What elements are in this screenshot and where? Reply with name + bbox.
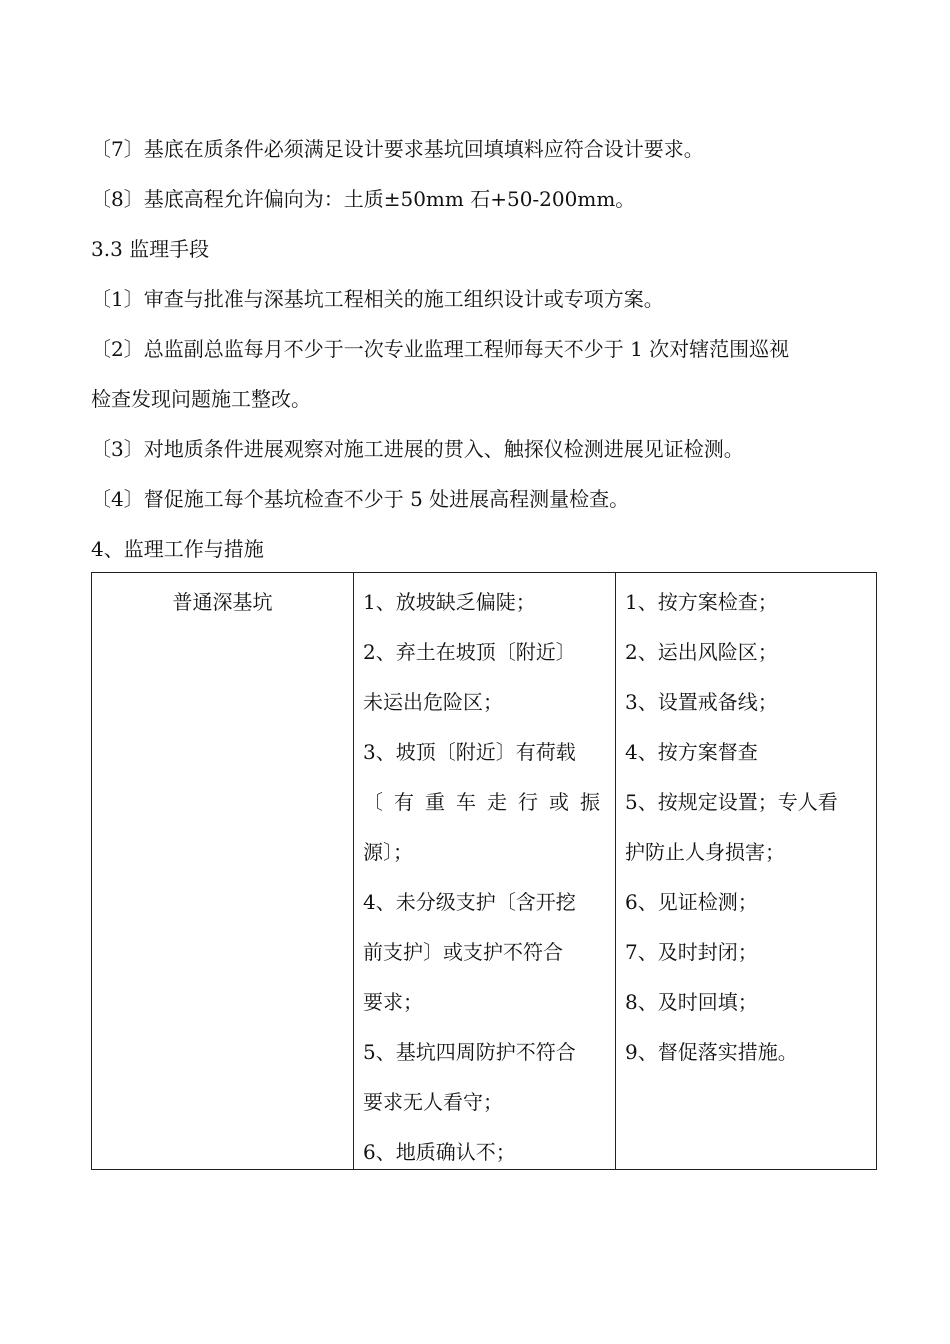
measure-line: 2、运出风险区； xyxy=(625,640,778,664)
hazard-line: 1、放坡缺乏偏陡； xyxy=(363,590,536,614)
hazard-line: 2、弃土在坡顶〔附近〕 xyxy=(363,640,576,664)
measure-line: 护防止人身损害； xyxy=(625,840,785,864)
paragraph-method-2-cont: 检查发现问题施工整改。 xyxy=(91,387,311,411)
hazard-line: 6、地质确认不； xyxy=(363,1140,516,1164)
hazard-line: 〔有重车走行或振 xyxy=(363,790,611,814)
hazard-line: 5、基坑四周防护不符合 xyxy=(363,1040,576,1064)
hazard-line: 要求； xyxy=(363,990,423,1014)
measure-line: 5、按规定设置；专人看 xyxy=(625,790,838,814)
measure-line: 1、按方案检查； xyxy=(625,590,778,614)
measure-line: 4、按方案督查 xyxy=(625,740,758,764)
hazard-line: 未运出危险区； xyxy=(363,690,503,714)
hazard-line: 前支护〕或支护不符合 xyxy=(363,940,563,964)
hazard-line: 源〕； xyxy=(363,840,413,864)
measure-line: 6、见证检测； xyxy=(625,890,758,914)
hazard-line: 4、未分级支护〔含开挖 xyxy=(363,890,576,914)
paragraph-item-8: 〔8〕基底高程允许偏向为：土质±50mm 石+50-200mm。 xyxy=(91,187,636,211)
measure-line: 3、设置戒备线； xyxy=(625,690,778,714)
section-heading-3-3: 3.3 监理手段 xyxy=(91,237,210,261)
measure-line: 9、督促落实措施。 xyxy=(625,1040,798,1064)
hazard-line: 3、坡顶〔附近〕有荷载 xyxy=(363,740,576,764)
section-heading-4: 4、监理工作与措施 xyxy=(91,537,264,561)
supervision-table xyxy=(91,572,877,1170)
paragraph-method-3: 〔3〕对地质条件进展观察对施工进展的贯入、触探仪检测进展见证检测。 xyxy=(91,437,744,461)
measure-line: 7、及时封闭； xyxy=(625,940,758,964)
paragraph-method-4: 〔4〕督促施工每个基坑检查不少于 5 处进展高程测量检查。 xyxy=(91,487,630,511)
table-cell-hazards xyxy=(354,573,616,1169)
paragraph-method-1: 〔1〕审查与批准与深基坑工程相关的施工组织设计或专项方案。 xyxy=(91,287,664,311)
measure-line: 8、及时回填； xyxy=(625,990,758,1014)
table-cell-measures xyxy=(616,573,876,1169)
category-label: 普通深基坑 xyxy=(172,590,273,614)
paragraph-item-7: 〔7〕基底在质条件必须满足设计要求基坑回填填料应符合设计要求。 xyxy=(91,137,704,161)
table-cell-category xyxy=(92,573,354,1169)
paragraph-method-2: 〔2〕总监副总监每月不少于一次专业监理工程师每天不少于 1 次对辖范围巡视 xyxy=(91,337,790,361)
hazard-line: 要求无人看守； xyxy=(363,1090,503,1114)
